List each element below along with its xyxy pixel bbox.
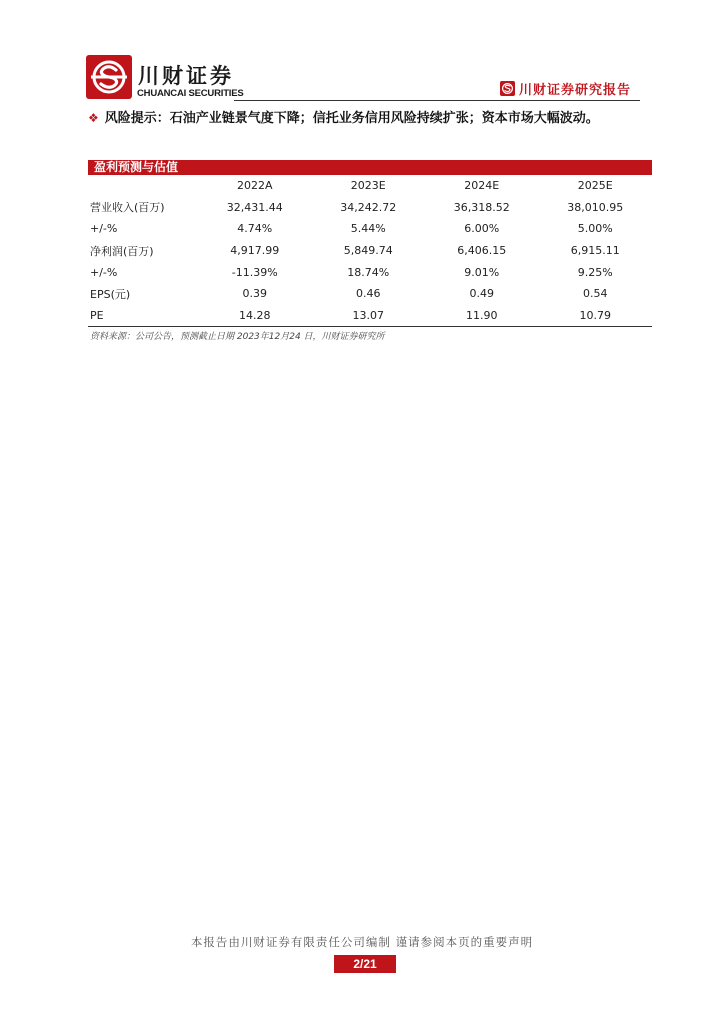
row-label: +/-%	[90, 265, 118, 279]
table-cell: 36,318.52	[453, 200, 510, 214]
row-label: +/-%	[90, 222, 118, 236]
report-tag	[500, 78, 631, 98]
header-cell: 2022A	[236, 179, 273, 193]
table-cell: 9.25%	[577, 265, 613, 279]
table-cell: 34,242.72	[340, 200, 397, 214]
diamond-bullet-icon: ❖	[88, 111, 99, 125]
risk-warning	[88, 107, 668, 126]
header-divider	[234, 100, 640, 101]
report-tag-label: 川财证券研究报告	[519, 82, 632, 98]
table-cell: 4,917.99	[230, 244, 280, 258]
table-cell: 0.39	[242, 287, 267, 301]
table-row	[88, 197, 652, 219]
table-cell: 10.79	[539, 305, 653, 327]
table-cell: 6,406.15	[457, 244, 507, 258]
table-cell: 6.00%	[464, 222, 500, 236]
table-header-row	[88, 175, 652, 197]
forecast-table-section	[88, 160, 652, 342]
table-cell: 38,010.95	[567, 200, 624, 214]
table-cell: 14.28	[198, 305, 312, 327]
page-header	[0, 0, 724, 104]
row-label: EPS(元)	[90, 287, 131, 301]
logo-english-name: CHUANCAI SECURITIES	[137, 88, 244, 99]
table-cell: 6,915.11	[570, 244, 620, 258]
risk-warning-text: 风险提示：石油产业链景气度下降；信托业务信用风险持续扩张；资本市场大幅波动。	[104, 111, 599, 126]
table-row	[88, 283, 652, 305]
row-label: 净利润(百万)	[90, 244, 154, 258]
header-cell: 2024E	[464, 179, 500, 193]
table-cell: 18.74%	[347, 265, 390, 279]
table-cell: 9.01%	[464, 265, 500, 279]
row-label: 营业收入(百万)	[90, 201, 165, 215]
footer-disclaimer: 本报告由川财证券有限责任公司编制 谨请参阅本页的重要声明	[190, 935, 534, 949]
table-cell: 5.00%	[577, 222, 613, 236]
table-cell: 5.44%	[350, 222, 386, 236]
row-label: PE	[88, 305, 198, 327]
table-source-note: 资料来源：公司公告，预测截止日期 2023年12月24 日，川财证券研究所	[90, 332, 385, 343]
table-cell: 11.90	[425, 305, 539, 327]
page-number: 2/21	[334, 955, 396, 973]
header-cell: 2025E	[577, 179, 613, 193]
table-cell: 0.54	[583, 287, 608, 301]
table-cell: 0.46	[356, 287, 381, 301]
table-cell: 13.07	[312, 305, 426, 327]
chuancai-mini-logo-icon	[500, 81, 515, 96]
table-cell: 32,431.44	[226, 200, 283, 214]
table-row	[88, 261, 652, 283]
forecast-table	[88, 175, 652, 327]
table-row	[88, 305, 652, 327]
table-cell: 4.74%	[237, 222, 273, 236]
header-cell	[88, 175, 198, 197]
table-cell: 5,849.74	[343, 244, 393, 258]
table-row	[88, 240, 652, 262]
chuancai-logo-icon	[86, 55, 132, 99]
header-cell: 2023E	[350, 179, 386, 193]
table-row	[88, 218, 652, 240]
table-cell: 0.49	[469, 287, 494, 301]
table-cell: -11.39%	[231, 265, 278, 279]
logo-chinese-name: 川财证券	[138, 64, 234, 88]
table-title: 盈利预测与估值	[88, 160, 652, 175]
